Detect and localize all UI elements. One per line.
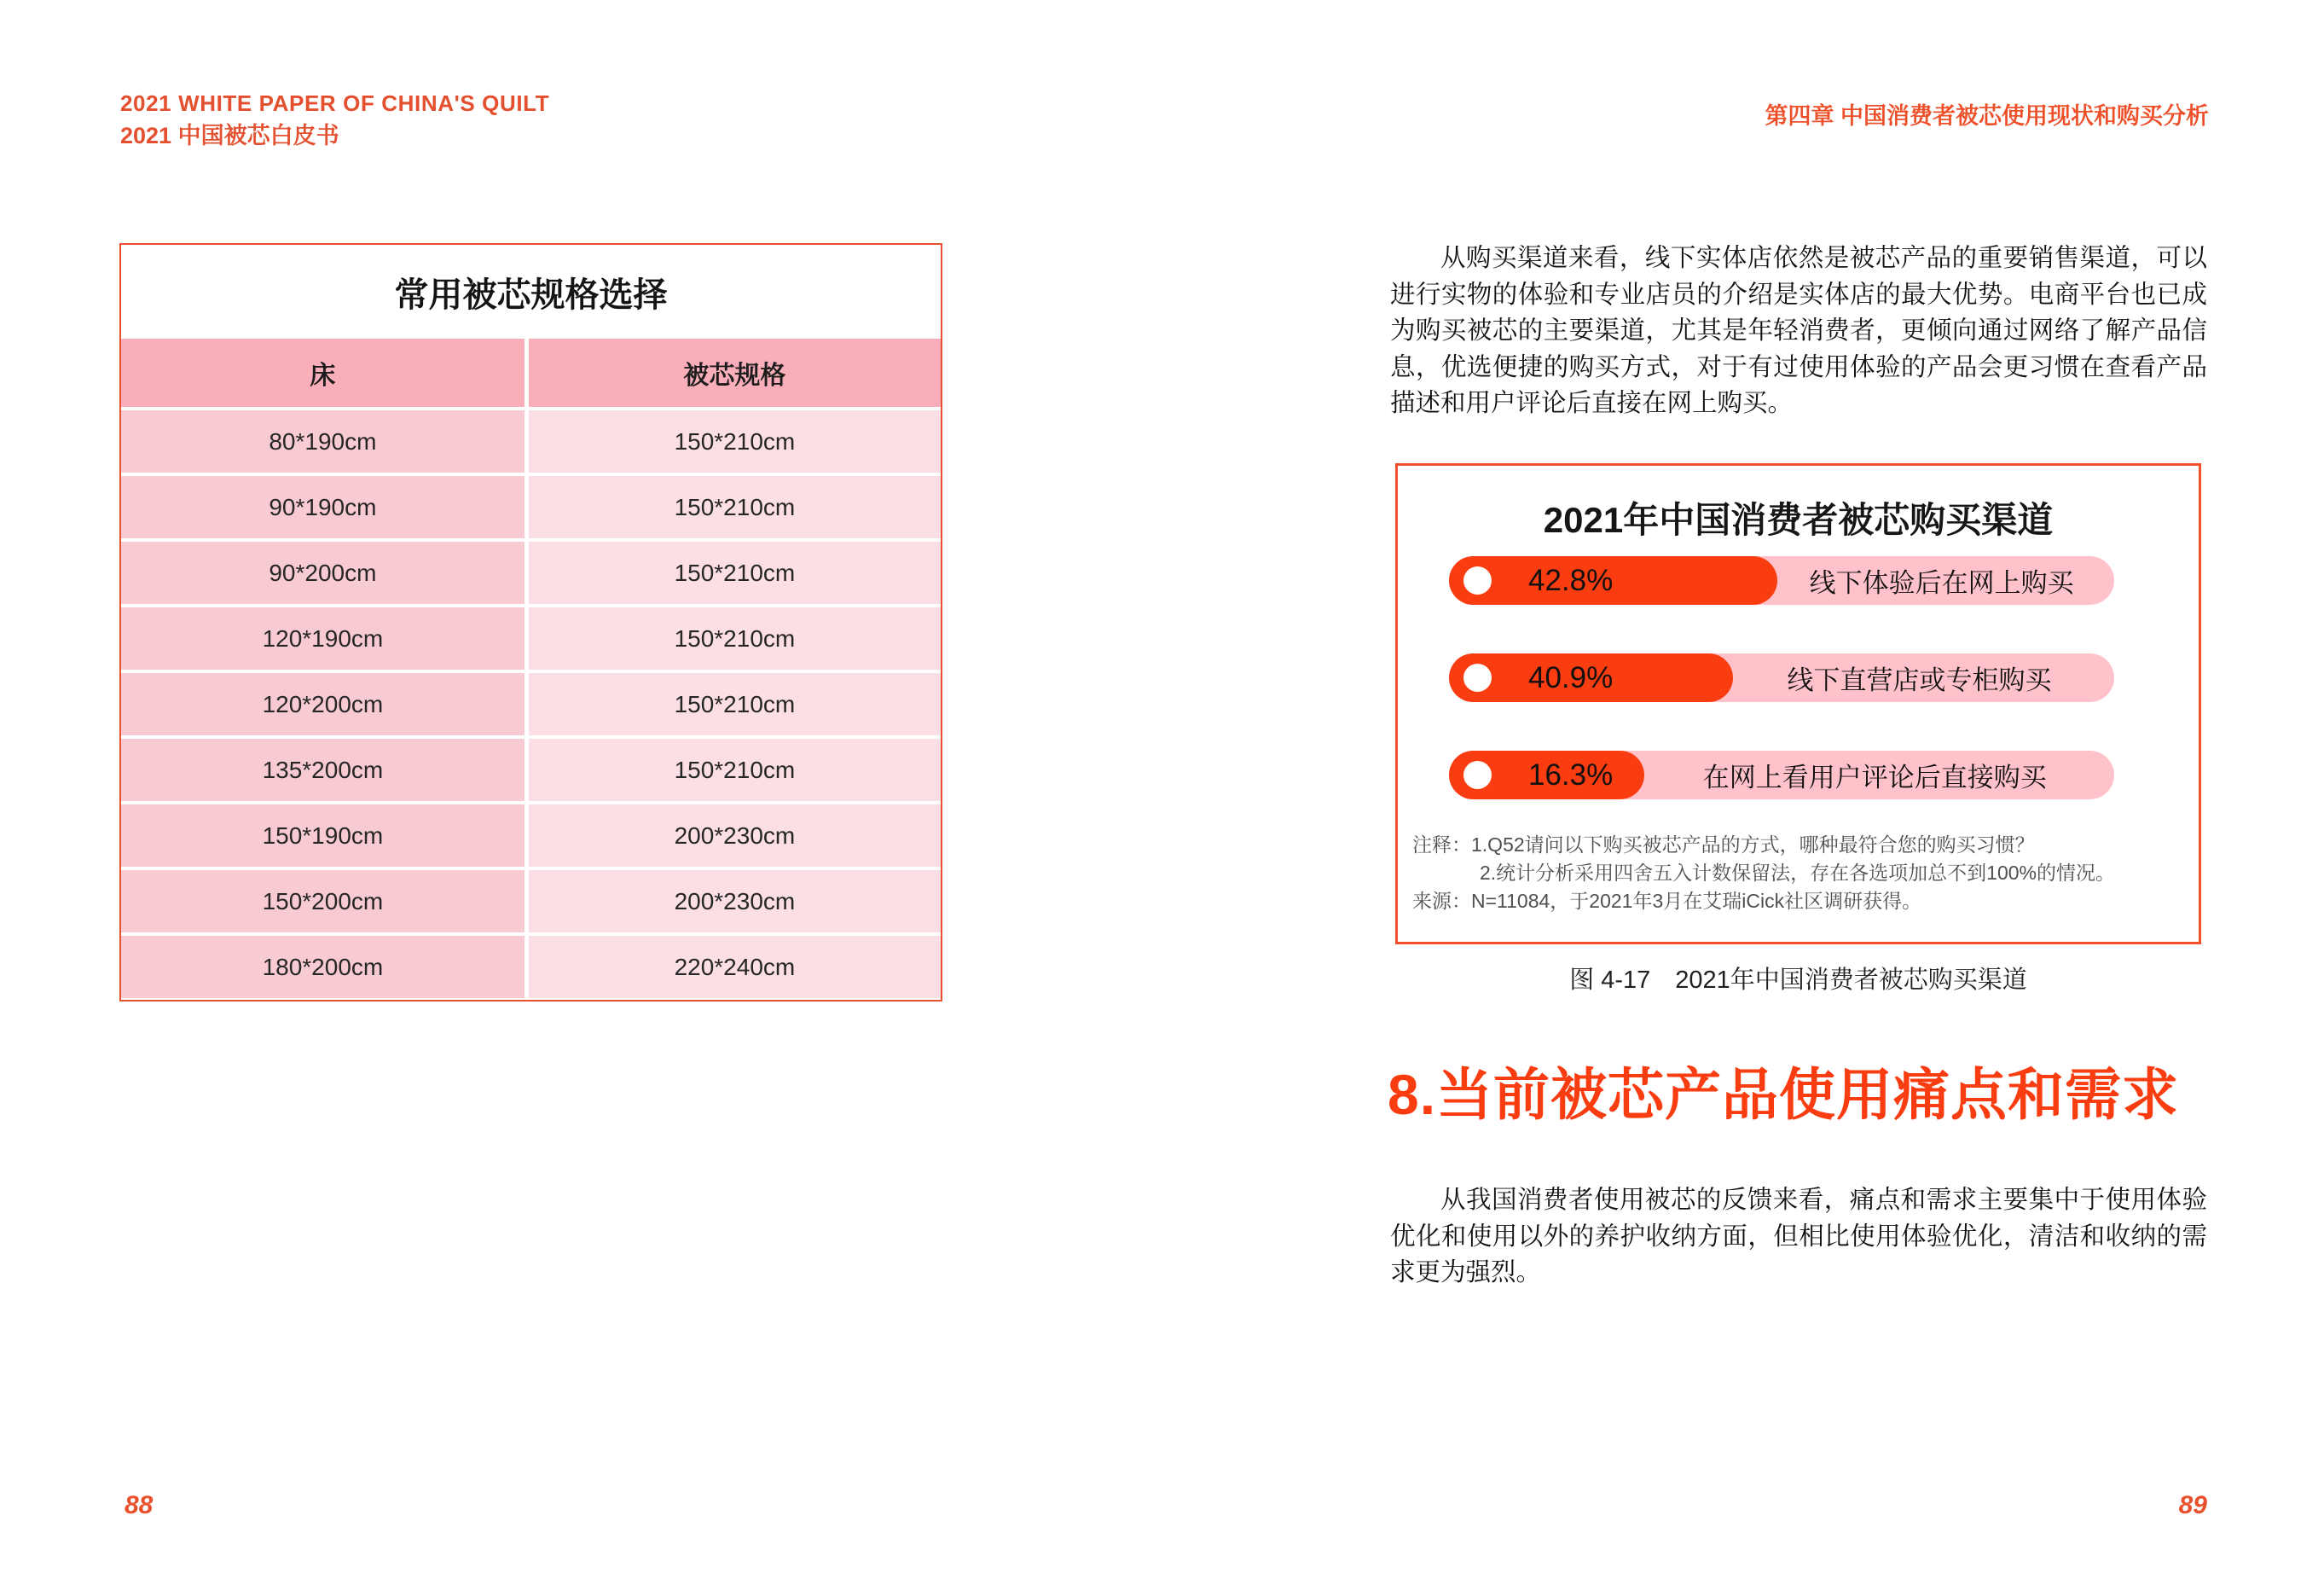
figure-caption: 图 4-17 2021年中国消费者被芯购买渠道 bbox=[1569, 967, 2027, 994]
quilt-spec-table bbox=[119, 243, 942, 1002]
bar-fill bbox=[1449, 556, 1777, 605]
chapter-header: 第四章 中国消费者被芯使用现状和购买分析 bbox=[1765, 103, 2209, 129]
bar-fill bbox=[1449, 751, 1644, 799]
bar-value-label: 40.9% bbox=[1528, 660, 1614, 694]
bar-fill bbox=[1449, 653, 1733, 702]
quilt-size-cell: 200*230cm bbox=[529, 870, 941, 932]
bar-value-label: 42.8% bbox=[1528, 563, 1614, 597]
spec-table-body bbox=[121, 339, 941, 1000]
chart-title: 2021年中国消费者被芯购买渠道 bbox=[1543, 500, 2054, 540]
chart-bar-row bbox=[1449, 653, 2114, 702]
bar-category-label: 在网上看用户评论后直接购买 bbox=[1702, 763, 2047, 792]
chart-bar-row bbox=[1449, 556, 2114, 605]
chart-bar-row bbox=[1449, 751, 2114, 799]
page-number-left: 88 bbox=[125, 1491, 154, 1519]
purchase-channel-chart bbox=[1395, 463, 2201, 944]
bed-size-cell: 180*200cm bbox=[121, 936, 524, 998]
paragraph-pain-points: 从我国消费者使用被芯的反馈来看，痛点和需求主要集中于使用体验优化和使用以外的养护收纳方面，但相比使用体验优化，清洁和收纳的需求更为强烈。 bbox=[1390, 1186, 2207, 1287]
bed-size-cell: 80*190cm bbox=[121, 410, 524, 473]
paragraph-purchase-channels: 从购买渠道来看，线下实体店依然是被芯产品的重要销售渠道，可以进行实物的体验和专业店员的介绍是实体店的最大优势。电商平台也已成为购买被芯的主要渠道，尤其是年轻消费者，更倾向通过网络了解产品信息，优选便捷的购买方式，对于有过使用体验的产品会更习惯在查看产品描述和用户评论后直接在网上购买。 bbox=[1390, 244, 2207, 418]
bed-size-cell: 120*190cm bbox=[121, 607, 524, 670]
bar-value-label: 16.3% bbox=[1528, 758, 1614, 792]
bar-dot-icon bbox=[1463, 566, 1492, 595]
bed-size-cell: 150*200cm bbox=[121, 870, 524, 932]
bed-size-cell: 90*200cm bbox=[121, 542, 524, 604]
quilt-size-cell: 220*240cm bbox=[529, 936, 941, 998]
chart-note-line: 注释：1.Q52请问以下购买被芯产品的方式，哪种最符合您的购买习惯？ bbox=[1412, 833, 2035, 856]
section-heading: 8.当前被芯产品使用痛点和需求 bbox=[1388, 1063, 2180, 1126]
table-title: 常用被芯规格选择 bbox=[394, 276, 668, 314]
header-title-en: 2021 WHITE PAPER OF CHINA'S QUILT bbox=[120, 90, 550, 116]
chart-notes bbox=[1412, 831, 2115, 915]
bar-category-label: 线下直营店或专柜购买 bbox=[1787, 665, 2052, 695]
column-header-bed: 床 bbox=[121, 339, 524, 407]
bar-category-label: 线下体验后在网上购买 bbox=[1809, 568, 2074, 598]
quilt-size-cell: 150*210cm bbox=[529, 476, 941, 538]
quilt-size-cell: 150*210cm bbox=[529, 607, 941, 670]
quilt-size-cell: 150*210cm bbox=[529, 410, 941, 473]
left-page-header bbox=[120, 87, 549, 152]
bar-dot-icon bbox=[1463, 761, 1492, 789]
header-title-cn: 2021 中国被芯白皮书 bbox=[120, 123, 339, 148]
bed-size-cell: 135*200cm bbox=[121, 739, 524, 801]
chart-note-line: 2.统计分析采用四舍五入计数保留法，存在各选项加总不到100%的情况。 bbox=[1480, 862, 2116, 884]
bar-dot-icon bbox=[1463, 664, 1492, 692]
column-header-quilt: 被芯规格 bbox=[529, 339, 941, 407]
quilt-size-cell: 200*230cm bbox=[529, 804, 941, 867]
bed-size-cell: 150*190cm bbox=[121, 804, 524, 867]
quilt-size-cell: 150*210cm bbox=[529, 739, 941, 801]
bed-size-cell: 90*190cm bbox=[121, 476, 524, 538]
bed-size-cell: 120*200cm bbox=[121, 673, 524, 735]
chart-bars bbox=[1449, 556, 2114, 848]
chart-note-line: 来源：N=11084，于2021年3月在艾瑞iCick社区调研获得。 bbox=[1412, 890, 1922, 912]
quilt-size-cell: 150*210cm bbox=[529, 542, 941, 604]
page-number-right: 89 bbox=[2178, 1491, 2207, 1519]
quilt-size-cell: 150*210cm bbox=[529, 673, 941, 735]
